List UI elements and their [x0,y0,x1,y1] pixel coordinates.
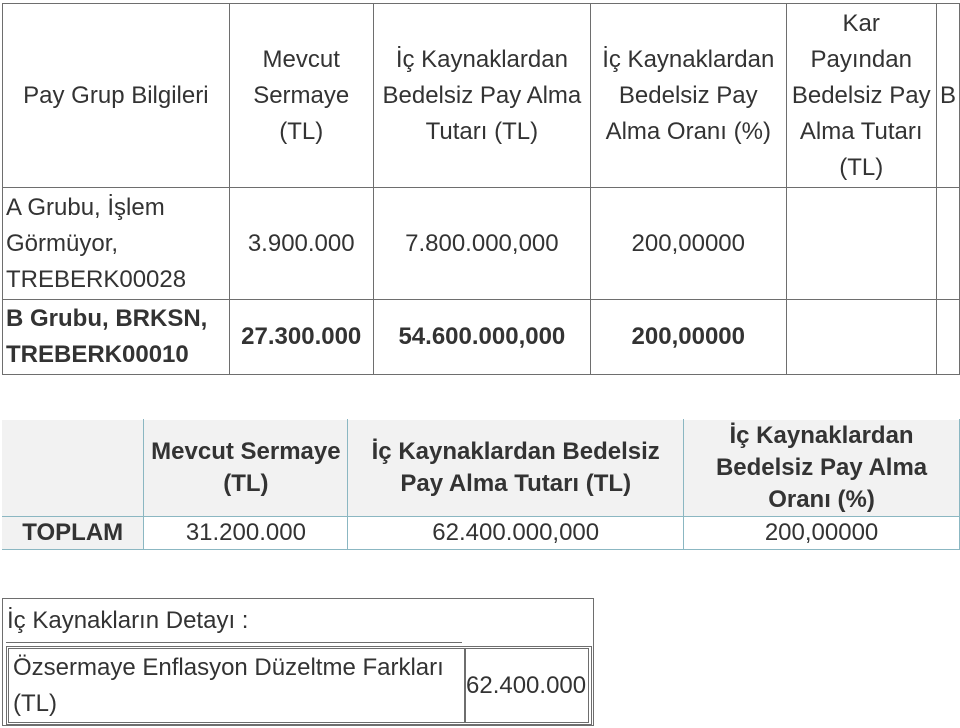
partial-column-value [936,300,959,375]
totals-header-current-capital: Mevcut Sermaye (TL) [144,420,348,517]
inflation-adjustment-label: Özsermaye Enflasyon Düzeltme Farkları (TL) [8,648,465,723]
inflation-adjustment-value: 62.400.000 [465,648,589,723]
totals-internal-bonus-rate-value: 200,00000 [684,517,960,550]
internal-sources-title: İç Kaynakların Detayı : [7,607,249,634]
table-row [3,300,960,375]
header-internal-bonus-rate: İç Kaynaklardan Bedelsiz Pay Alma Oranı (%) [591,4,786,188]
totals-header-row [2,420,960,517]
internal-bonus-amount-value: 54.600.000,000 [373,300,590,375]
totals-label: TOPLAM [2,517,144,550]
internal-bonus-rate-value: 200,00000 [591,188,786,300]
dividend-bonus-amount-value [786,300,936,375]
totals-row [2,517,960,550]
pay-group-header-row [3,4,960,188]
header-pay-group-info: Pay Grup Bilgileri [3,4,230,188]
pay-group-table [2,3,960,375]
header-internal-bonus-amount: İç Kaynaklardan Bedelsiz Pay Alma Tutarı (TL) [373,4,590,188]
header-current-capital: Mevcut Sermaye (TL) [229,4,373,188]
totals-header-empty [2,420,144,517]
totals-table [2,419,960,550]
current-capital-value: 27.300.000 [229,300,373,375]
internal-sources-item-row [6,646,592,725]
internal-sources-detail-table [2,598,594,726]
totals-header-internal-bonus-rate: İç Kaynaklardan Bedelsiz Pay Alma Oranı (%) [684,420,960,517]
totals-current-capital-value: 31.200.000 [144,517,348,550]
header-partial-column: B [936,4,959,188]
internal-bonus-rate-value: 200,00000 [591,300,786,375]
header-dividend-bonus-amount: Kar Payından Bedelsiz Pay Alma Tutarı (TL) [786,4,936,188]
totals-header-internal-bonus-amount: İç Kaynaklardan Bedelsiz Pay Alma Tutarı (TL) [348,420,684,517]
totals-internal-bonus-amount-value: 62.400.000,000 [348,517,684,550]
partial-column-value [936,188,959,300]
current-capital-value: 3.900.000 [229,188,373,300]
title-divider [6,642,462,643]
group-name: B Grubu, BRKSN, TREBERK00010 [3,300,230,375]
dividend-bonus-amount-value [786,188,936,300]
group-name: A Grubu, İşlem Görmüyor, TREBERK00028 [3,188,230,300]
table-row [3,188,960,300]
internal-bonus-amount-value: 7.800.000,000 [373,188,590,300]
